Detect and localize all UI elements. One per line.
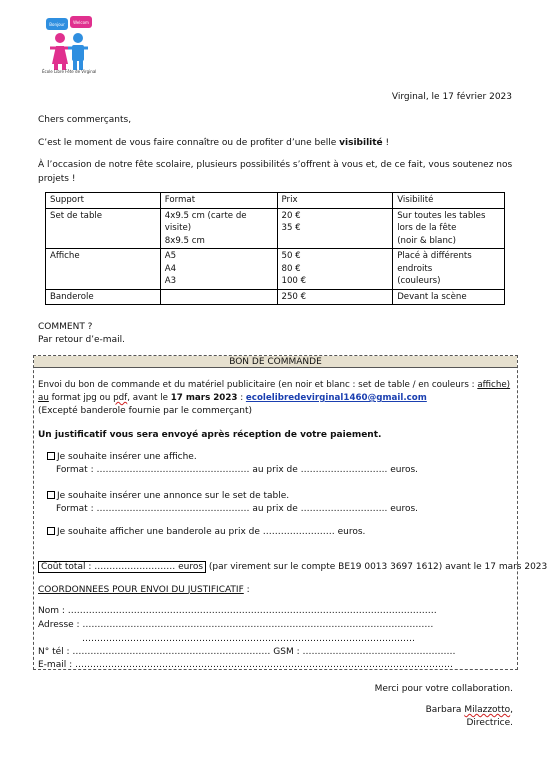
- svg-text:Welcom: Welcom: [73, 20, 89, 25]
- signature-role: Directrice.: [466, 718, 513, 728]
- pricing-table: [45, 192, 505, 305]
- logo-tagline: École Libre Fête de Virginal: [42, 69, 97, 74]
- school-logo: [44, 16, 96, 74]
- cell-format: A5 A4 A3: [160, 249, 277, 290]
- cell-visibilite: Devant la scène: [393, 289, 505, 305]
- option-poster[interactable]: Je souhaite insérer une affiche.: [47, 452, 197, 462]
- total-cost-field[interactable]: Coût total : ……………………… euros: [38, 561, 206, 573]
- address-field[interactable]: Adresse : ………………………………………………………………………………………………………: [38, 620, 434, 630]
- comment-title: COMMENT ?: [38, 322, 93, 332]
- cell-format: [160, 289, 277, 305]
- header-support: Support: [46, 193, 161, 209]
- header-visibilite: Visibilité: [393, 193, 505, 209]
- intro-paragraph-2-cont: projets !: [38, 174, 76, 184]
- cell-support: Set de table: [46, 208, 161, 249]
- cell-prix: 20 € 35 €: [277, 208, 393, 249]
- option-poster-format[interactable]: Format : …………………………………………… au prix de ……………………….. euros.: [56, 465, 419, 475]
- header-prix: Prix: [277, 193, 393, 209]
- address-field-2[interactable]: …………………………………………………………………………………………………: [82, 634, 415, 644]
- checkbox[interactable]: [47, 452, 55, 460]
- intro-paragraph-1: C’est le moment de vous faire connaître ou de profiter d’une belle visibilité !: [38, 138, 390, 148]
- svg-text:Bonjour: Bonjour: [49, 22, 65, 27]
- banner-note: (Excepté banderole fournie par le commerçant): [38, 406, 253, 416]
- receipt-note: Un justificatif vous sera envoyé après réception de votre paiement.: [38, 430, 382, 440]
- total-cost[interactable]: Coût total : ……………………… euros (par virement sur le compte BE19 0013 3697 1612) avant le 17 mars 2023: [38, 562, 547, 572]
- cell-support: Affiche: [46, 249, 161, 290]
- name-field[interactable]: Nom : ……………………………………………………………………………………………………………: [38, 606, 437, 616]
- checkbox[interactable]: [47, 527, 55, 535]
- greeting: Chers commerçants,: [38, 115, 132, 125]
- order-instructions-cont: au format jpg ou pdf, avant le 17 mars 2023 : ecolelibredevirginal1460@gmail.com: [38, 393, 427, 403]
- option-banner[interactable]: Je souhaite afficher une banderole au prix de …………………… euros.: [47, 527, 365, 537]
- checkbox[interactable]: [47, 491, 55, 499]
- letter-date: Virginal, le 17 février 2023: [391, 92, 512, 102]
- email-field[interactable]: E-mail : ………………………………………………………………………………………………………………: [38, 660, 453, 670]
- email-link[interactable]: ecolelibredevirginal1460@gmail.com: [245, 393, 427, 403]
- phone-field[interactable]: N° tél : ………………………………………………………… GSM : ……………………………………………: [38, 647, 456, 657]
- table-header-row: [46, 193, 505, 209]
- order-form-title: BON DE COMMANDE: [34, 356, 517, 368]
- cell-visibilite: Sur toutes les tables lors de la fête (noir & blanc): [393, 208, 505, 249]
- header-format: Format: [160, 193, 277, 209]
- closing-thanks: Merci pour votre collaboration.: [374, 684, 513, 694]
- contact-heading: COORDONNEES POUR ENVOI DU JUSTIFICATIF :: [38, 585, 250, 595]
- cell-visibilite: Placé à différents endroits (couleurs): [393, 249, 505, 290]
- intro-paragraph-2: À l’occasion de notre fête scolaire, plusieurs possibilités s’offrent à vous et, de ce fait, vous soutenez nos: [38, 160, 513, 170]
- cell-prix: 50 € 80 € 100 €: [277, 249, 393, 290]
- cell-support: Banderole: [46, 289, 161, 305]
- option-placemat[interactable]: Je souhaite insérer une annonce sur le set de table.: [47, 491, 289, 501]
- option-placemat-format[interactable]: Format : …………………………………………… au prix de ……………………….. euros.: [56, 504, 419, 514]
- table-row: [46, 289, 505, 305]
- table-row: [46, 208, 505, 249]
- table-row: [46, 249, 505, 290]
- cell-format: 4x9.5 cm (carte de visite) 8x9.5 cm: [160, 208, 277, 249]
- cell-prix: 250 €: [277, 289, 393, 305]
- signature-name: Barbara Milazzotto,: [425, 705, 513, 715]
- comment-text: Par retour d’e-mail.: [38, 335, 125, 345]
- order-instructions: Envoi du bon de commande et du matériel publicitaire (en noir et blanc : set de table / en couleurs : affiche): [38, 380, 511, 390]
